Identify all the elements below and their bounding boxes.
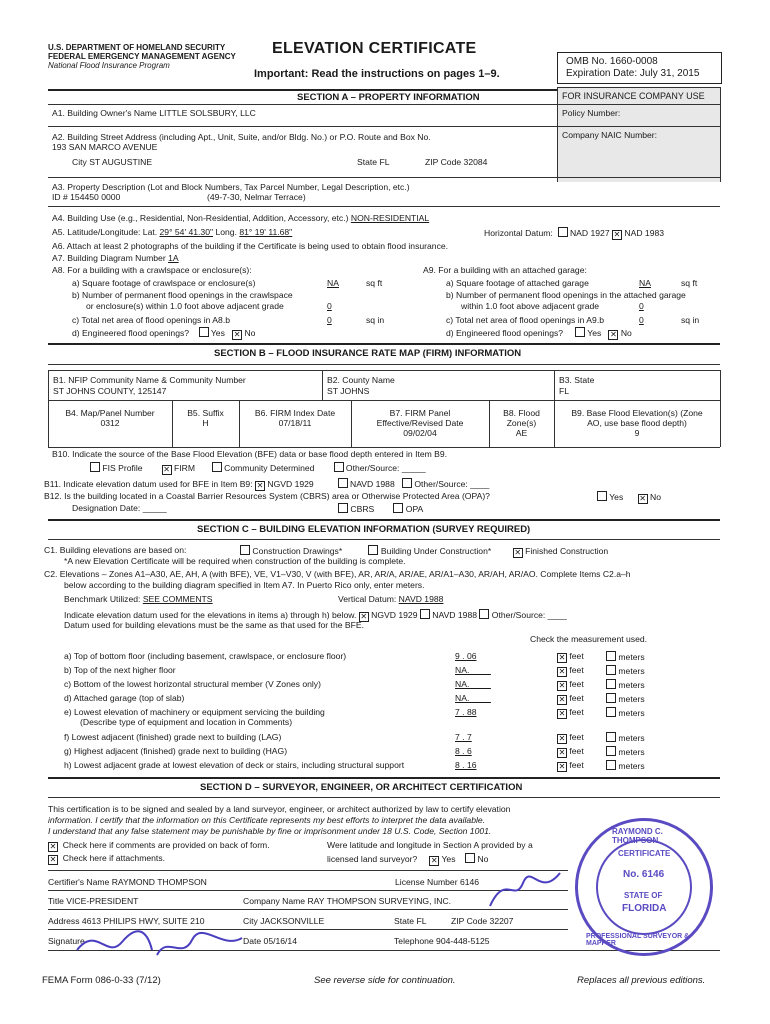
- a8d-yes-checkbox[interactable]: [199, 327, 209, 337]
- b11-label: B11. Indicate elevation datum used for BFE in Item B9:: [44, 479, 253, 489]
- ins-top: [557, 87, 720, 88]
- a2-label: A2. Building Street Address (including Apt., Unit, Suite, and/or Bldg. No.) or P.O. Route and Box No.: [52, 132, 431, 142]
- sectionC-title: SECTION C – BUILDING ELEVATION INFORMATION (SURVEY REQUIRED): [197, 524, 531, 535]
- a7-value: 1A: [168, 253, 179, 263]
- nad1983-checkbox[interactable]: ✕: [613, 230, 621, 239]
- community-checkbox[interactable]: [212, 462, 222, 472]
- elevation-row-value: NA. ____: [455, 693, 491, 703]
- b6-label: B6. FIRM Index Date: [254, 408, 336, 418]
- a4-value: NON-RESIDENTIAL: [350, 213, 430, 223]
- sectionC-top-rule: [48, 519, 720, 521]
- a9c-value: 0: [639, 315, 644, 325]
- b12-options: [597, 491, 661, 504]
- meters-option: [606, 707, 645, 718]
- certifier-phone: Telephone 904-448-5125: [394, 936, 490, 946]
- important-note: Important: Read the instructions on pages 1–9.: [254, 68, 500, 80]
- agency-block: [48, 43, 236, 70]
- vertical-datum-value: NAVD 1988: [398, 594, 444, 604]
- feet-label: feet: [569, 746, 584, 756]
- b4-cell: [48, 408, 172, 428]
- c-ngvd-checkbox[interactable]: ✕: [360, 612, 368, 621]
- seal-number: No. 6146: [623, 869, 665, 880]
- b9-cell: [554, 408, 720, 438]
- b12-label: B12. Is the building located in a Coastal Barrier Resources System (CBRS) area or Otherwise Protected Area (OPA)?: [44, 491, 490, 501]
- feet-checkbox[interactable]: ✕: [558, 734, 566, 743]
- a8d-row: [72, 327, 255, 340]
- meters-checkbox[interactable]: [606, 665, 616, 675]
- meters-checkbox[interactable]: [606, 746, 616, 756]
- elevation-row-label: c) Bottom of the lowest horizontal structural member (V Zones only): [64, 679, 321, 689]
- a5-latlong: [52, 227, 292, 237]
- feet-option: [557, 679, 584, 691]
- surveyor-question2: licensed land surveyor?: [327, 854, 418, 864]
- b7-label2: Effective/Revised Date: [376, 418, 464, 428]
- certifier-name: Certifier's Name RAYMOND THOMPSON: [48, 877, 207, 887]
- feet-label: feet: [569, 665, 584, 675]
- ins-left: [557, 87, 558, 182]
- signature-graphic: [72, 920, 252, 966]
- rule: [48, 104, 557, 105]
- comments-label: Check here if comments are provided on back of form.: [62, 840, 270, 850]
- feet-option: [557, 760, 584, 772]
- meters-option: [606, 651, 645, 662]
- feet-label: feet: [569, 732, 584, 742]
- under-construction-checkbox[interactable]: [368, 545, 378, 555]
- a5-label: A5. Latitude/Longitude: Lat.: [52, 227, 158, 237]
- firm-label: FIRM: [174, 463, 196, 473]
- b12-yes-label: Yes: [609, 492, 624, 502]
- a3-id: ID # 154450 0000: [52, 192, 121, 202]
- c2-label1: C2. Elevations – Zones A1–A30, AE, AH, A (with BFE), VE, V1–V30, V (with BFE), AR, AR/A, AR/AE, AR/A1–A30, AR/AH, AR/AO. Complete Items C2.a–h: [44, 569, 631, 579]
- fis-checkbox[interactable]: [90, 462, 100, 472]
- meters-label: meters: [618, 680, 645, 690]
- sectionA-top-rule: [48, 89, 557, 91]
- initials-graphic: [485, 868, 565, 912]
- a9a-unit: sq ft: [681, 278, 698, 288]
- attachments-label: Check here if attachments.: [62, 853, 165, 863]
- meters-label: meters: [618, 652, 645, 662]
- meters-checkbox[interactable]: [606, 679, 616, 689]
- other-source-checkbox[interactable]: [334, 462, 344, 472]
- rule: [48, 539, 720, 540]
- vertical-datum-label: Vertical Datum:: [338, 594, 397, 604]
- meters-label: meters: [618, 708, 645, 718]
- feet-label: feet: [569, 651, 584, 661]
- a5-lat: 29° 54' 41.30": [159, 227, 214, 237]
- elevation-row-value: 8 . 16: [455, 760, 477, 770]
- naic-number-field[interactable]: Company NAIC Number:: [562, 130, 658, 140]
- a9-label: A9. For a building with an attached garage:: [423, 265, 587, 275]
- seal-bottom: PROFESSIONAL SURVEYOR & MAPPER: [586, 933, 690, 947]
- meters-option: [606, 665, 645, 676]
- table-top: [48, 370, 720, 371]
- certifier-zip: ZIP Code 32207: [451, 916, 514, 926]
- b9-value: 9: [634, 428, 640, 438]
- nad1983-label: NAD 1983: [624, 228, 665, 238]
- opa-label: OPA: [405, 504, 424, 514]
- b1-label: B1. NFIP Community Name & Community Number: [53, 375, 246, 385]
- meters-label: meters: [618, 733, 645, 743]
- certifier-title: Title VICE-PRESIDENT: [48, 896, 139, 906]
- a9d-label: d) Engineered flood openings?: [446, 328, 564, 338]
- feet-label: feet: [569, 760, 584, 770]
- b3-value: FL: [559, 386, 570, 396]
- form-number: FEMA Form 086-0-33 (7/12): [42, 975, 161, 986]
- feet-option: [557, 707, 584, 719]
- b2-label: B2. County Name: [327, 375, 395, 385]
- c-navd-label: NAVD 1988: [432, 610, 478, 620]
- surveyor-yes-checkbox[interactable]: ✕: [430, 856, 438, 865]
- fis-label: FIS Profile: [102, 463, 143, 473]
- replaces-note: Replaces all previous editions.: [577, 975, 706, 986]
- rule: [48, 400, 720, 401]
- a8c-value: 0: [327, 315, 332, 325]
- meters-option: [606, 760, 645, 771]
- agency-dhs: U.S. DEPARTMENT OF HOMELAND SECURITY: [48, 43, 226, 52]
- elevation-row-value: 8 . 6: [455, 746, 472, 756]
- company-name: Company Name RAY THOMPSON SURVEYING, INC.: [243, 896, 452, 906]
- b6-cell: [239, 408, 351, 428]
- rule: [48, 177, 720, 178]
- cert-p3: I understand that any false statement may be punishable by fine or imprisonment under 18 U.S. Code, Section 1001.: [48, 826, 492, 836]
- feet-option: [557, 732, 584, 744]
- c-navd-checkbox[interactable]: [420, 609, 430, 619]
- a8a-label: a) Square footage of crawlspace or enclosure(s): [72, 278, 256, 288]
- a9c-label: c) Total net area of flood openings in A9.b: [446, 315, 604, 325]
- policy-number-field[interactable]: Policy Number:: [562, 108, 621, 118]
- omb-number: OMB No. 1660-0008: [566, 56, 658, 67]
- comments-row: [48, 840, 270, 852]
- a9d-yes-checkbox[interactable]: [575, 327, 585, 337]
- meters-option: [606, 732, 645, 743]
- meters-checkbox[interactable]: [606, 732, 616, 742]
- table-col: [322, 370, 323, 400]
- b1-value: ST JOHNS COUNTY, 125147: [53, 386, 167, 396]
- a9d-no-checkbox[interactable]: ✕: [610, 330, 617, 339]
- meters-label: meters: [618, 694, 645, 704]
- b6-value: 07/18/11: [278, 418, 312, 428]
- a9b-label1: b) Number of permanent flood openings in the attached garage: [446, 290, 686, 300]
- a9b-label2: within 1.0 foot above adjacent grade: [461, 301, 600, 311]
- nad1927-label: NAD 1927: [569, 228, 610, 238]
- a9d-row: [446, 327, 632, 340]
- b10-label: B10. Indicate the source of the Base Flood Elevation (BFE) data or base flood depth entered in Item B9.: [52, 449, 448, 459]
- sectionB-top-rule: [48, 343, 720, 345]
- elevation-row-label: f) Lowest adjacent (finished) grade next to building (LAG): [64, 732, 282, 742]
- meters-option: [606, 693, 645, 704]
- a8d-no-checkbox[interactable]: ✕: [233, 330, 241, 339]
- a6-photos: A6. Attach at least 2 photographs of the building if the Certificate is being used to obtain flood insurance.: [52, 241, 449, 251]
- seal-top: RAYMOND C. THOMPSON: [612, 827, 663, 845]
- page-title: ELEVATION CERTIFICATE: [272, 40, 477, 57]
- a8d-yes-label: Yes: [210, 328, 225, 338]
- finished-construction-label: Finished Construction: [525, 546, 609, 556]
- feet-checkbox[interactable]: ✕: [558, 653, 566, 662]
- surveyor-yes-label: Yes: [441, 854, 456, 864]
- b7-value: 09/02/04: [403, 428, 437, 438]
- b5-value: H: [202, 418, 209, 428]
- feet-checkbox[interactable]: ✕: [558, 709, 566, 718]
- elevation-row-label: g) Highest adjacent (finished) grade next to building (HAG): [64, 746, 288, 756]
- b11-other-checkbox[interactable]: [402, 478, 412, 488]
- b12-cbrs-opa: [338, 503, 423, 514]
- a8-label: A8. For a building with a crawlspace or enclosure(s):: [52, 265, 252, 275]
- rule: [48, 364, 720, 365]
- certifier-state: State FL: [394, 916, 427, 926]
- c-ngvd-label: NGVD 1929: [371, 610, 418, 620]
- c2-label2: below according to the building diagram specified in Item A7. In Puerto Rico only, enter meters.: [64, 580, 425, 590]
- b2-value: ST JOHNS: [327, 386, 370, 396]
- a8a-value: NA: [327, 278, 339, 288]
- b8-cell: [489, 408, 554, 438]
- feet-label: feet: [569, 693, 584, 703]
- certifier-address: Address 4613 PHILIPS HWY, SUITE 210: [48, 916, 205, 926]
- meters-option: [606, 679, 645, 690]
- b8-value: AE: [515, 428, 528, 438]
- elevation-row-value: 9 . 06: [455, 651, 477, 661]
- cbrs-label: CBRS: [350, 504, 375, 514]
- certifier-city: City JACKSONVILLE: [243, 916, 325, 926]
- a8a-unit: sq ft: [366, 278, 383, 288]
- a5-long: 81° 19' 11.68": [239, 227, 293, 237]
- table-right: [720, 370, 721, 447]
- elevation-row-label: d) Attached garage (top of slab): [64, 693, 185, 703]
- a3-label: A3. Property Description (Lot and Block Numbers, Tax Parcel Number, Legal Description, etc.): [52, 182, 410, 192]
- a9a-label: a) Square footage of attached garage: [446, 278, 589, 288]
- a8b-label2: or enclosure(s) within 1.0 foot above adjacent grade: [86, 301, 284, 311]
- license-number: License Number 6146: [395, 877, 480, 887]
- b8-label1: B8. Flood: [503, 408, 540, 418]
- expiration-date: Expiration Date: July 31, 2015: [566, 68, 700, 79]
- feet-checkbox[interactable]: ✕: [558, 681, 566, 690]
- c1-label: C1. Building elevations are based on:: [44, 545, 187, 555]
- a4-building-use: [52, 213, 429, 223]
- c1-note: *A new Elevation Certificate will be required when construction of the building is complete.: [64, 556, 406, 566]
- a8b-label1: b) Number of permanent flood openings in the crawlspace: [72, 290, 293, 300]
- meters-label: meters: [618, 666, 645, 676]
- feet-checkbox[interactable]: ✕: [558, 667, 566, 676]
- a8b-value: 0: [327, 301, 332, 311]
- ins-right: [720, 87, 721, 182]
- a3-desc: (49-7-30, Nelmar Terrace): [207, 192, 306, 202]
- opa-checkbox[interactable]: [393, 503, 403, 513]
- a8d-no-label: No: [244, 328, 256, 338]
- meters-label: meters: [618, 761, 645, 771]
- vertical-datum-row: [338, 594, 443, 604]
- elevation-row-label: e) Lowest elevation of machinery or equipment servicing the building: [64, 707, 325, 717]
- ins-line2: [557, 126, 720, 127]
- attachments-row: [48, 853, 165, 865]
- b3-label: B3. State: [559, 375, 595, 385]
- rule: [48, 126, 557, 127]
- a4-label: A4. Building Use (e.g., Residential, Non-Residential, Addition, Accessory, etc.): [52, 213, 349, 223]
- agency-nfip: National Flood Insurance Program: [48, 61, 170, 70]
- b11-other-label: Other/Source: ____: [414, 479, 490, 489]
- a9d-yes-label: Yes: [587, 328, 602, 338]
- b11-ngvd-label: NGVD 1929: [267, 479, 314, 489]
- seal-state-of: STATE OF: [624, 891, 663, 900]
- b4-value: 0312: [100, 418, 120, 428]
- construction-drawings-checkbox[interactable]: [240, 545, 250, 555]
- b12-designation: Designation Date: _____: [72, 503, 167, 513]
- reverse-side-note: See reverse side for continuation.: [314, 975, 456, 986]
- check-measurement: Check the measurement used.: [530, 634, 648, 644]
- cert-p1: This certification is to be signed and sealed by a land surveyor, engineer, or architect authorized by law to certify elevation: [48, 804, 511, 814]
- a2-state: State FL: [357, 157, 390, 167]
- attachments-checkbox[interactable]: ✕: [49, 855, 57, 864]
- b11-navd-label: NAVD 1988: [350, 479, 395, 489]
- b5-label: B5. Suffix: [187, 408, 224, 418]
- benchmark-value: SEE COMMENTS: [142, 594, 213, 604]
- elevation-row-value: 7 . 88: [455, 707, 477, 717]
- omb-box: [557, 52, 722, 84]
- rule: [48, 206, 720, 207]
- feet-option: [557, 746, 584, 758]
- datum-label: Horizontal Datum:: [484, 228, 553, 238]
- cbrs-checkbox[interactable]: [338, 503, 348, 513]
- construction-drawings-label: Construction Drawings*: [252, 546, 343, 556]
- elevation-row-value: NA. ____: [455, 679, 491, 689]
- a2-zip: ZIP Code 32084: [425, 157, 488, 167]
- meters-label: meters: [618, 747, 645, 757]
- meters-checkbox[interactable]: [606, 651, 616, 661]
- a2-address: 193 SAN MARCO AVENUE: [52, 142, 158, 152]
- a5-long-label: Long.: [215, 227, 237, 237]
- feet-option: [557, 651, 584, 663]
- meters-checkbox[interactable]: [606, 707, 616, 717]
- meters-checkbox[interactable]: [606, 693, 616, 703]
- meters-checkbox[interactable]: [606, 760, 616, 770]
- benchmark-row: [64, 594, 213, 604]
- a1-owner: A1. Building Owner's Name LITTLE SOLSBURY, LLC: [52, 108, 256, 118]
- community-label: Community Determined: [224, 463, 315, 473]
- indicate-label: Indicate elevation datum used for the elevations in items a) through h) below.: [64, 610, 357, 620]
- cert-p2: information. I certify that the information on this Certificate represents my best efforts to interpret the data available.: [48, 815, 486, 825]
- feet-checkbox[interactable]: ✕: [558, 695, 566, 704]
- finished-construction-checkbox[interactable]: ✕: [514, 548, 522, 557]
- a9a-value: NA: [639, 278, 651, 288]
- seal-florida: FLORIDA: [622, 903, 667, 914]
- b5-cell: [172, 408, 239, 428]
- a7-label: A7. Building Diagram Number: [52, 253, 166, 263]
- elevation-row-value: NA. ____: [455, 665, 491, 675]
- b4-label: B4. Map/Panel Number: [65, 408, 155, 418]
- under-construction-label: Building Under Construction*: [380, 546, 492, 556]
- surveyor-no-checkbox[interactable]: [465, 853, 475, 863]
- table-col: [554, 370, 555, 400]
- a8c-label: c) Total net area of flood openings in A8.b: [72, 315, 230, 325]
- rule: [48, 797, 720, 798]
- b12-no-label: No: [649, 492, 661, 502]
- a9b-value: 0: [639, 301, 644, 311]
- elevation-row-label: a) Top of bottom floor (including basement, crawlspace, or enclosure floor): [64, 651, 347, 661]
- other-source-label: Other/Source: _____: [345, 463, 426, 473]
- firm-checkbox[interactable]: ✕: [163, 465, 170, 474]
- benchmark-label: Benchmark Utilized:: [64, 594, 141, 604]
- b7-cell: [351, 408, 489, 438]
- surveyor-no-label: No: [477, 854, 489, 864]
- meters-option: [606, 746, 645, 757]
- nad1927-checkbox[interactable]: [558, 227, 568, 237]
- feet-option: [557, 693, 584, 705]
- a9d-no-label: No: [620, 328, 632, 338]
- ins-header: FOR INSURANCE COMPANY USE: [562, 91, 705, 101]
- signature-date: Date 05/16/14: [243, 936, 297, 946]
- a9c-unit: sq in: [681, 315, 700, 325]
- a8d-label: d) Engineered flood openings?: [72, 328, 190, 338]
- c-other-label: Other/Source: ____: [491, 610, 567, 620]
- ins-line1: [557, 104, 720, 105]
- c-other-checkbox[interactable]: [479, 609, 489, 619]
- rule: [48, 447, 720, 448]
- a8c-unit: sq in: [366, 315, 385, 325]
- sectionD-title: SECTION D – SURVEYOR, ENGINEER, OR ARCHITECT CERTIFICATION: [200, 782, 523, 793]
- feet-option: [557, 665, 584, 677]
- sectionD-top-rule: [48, 777, 720, 779]
- b9-label1: B9. Base Flood Elevation(s) (Zone: [571, 408, 703, 418]
- e-note: (Describe type of equipment and location in Comments): [80, 717, 293, 727]
- agency-fema: FEDERAL EMERGENCY MANAGEMENT AGENCY: [48, 52, 236, 61]
- b10-options: [90, 462, 426, 475]
- b11-ngvd-checkbox[interactable]: ✕: [256, 481, 264, 490]
- surveyor-question1: Were latitude and longitude in Section A provided by a: [327, 840, 533, 850]
- horizontal-datum: [484, 227, 664, 240]
- a2-city: City ST AUGUSTINE: [72, 157, 153, 167]
- b8-label2: Zone(s): [506, 418, 537, 428]
- feet-checkbox[interactable]: ✕: [558, 762, 566, 771]
- elevation-row-value: 7 . 7: [455, 732, 472, 742]
- b12-no-checkbox[interactable]: ✕: [639, 494, 646, 503]
- surveyor-seal: [575, 818, 713, 956]
- b11-row: [44, 478, 489, 491]
- comments-checkbox[interactable]: ✕: [49, 842, 57, 851]
- b12-yes-checkbox[interactable]: [597, 491, 607, 501]
- sectionB-title: SECTION B – FLOOD INSURANCE RATE MAP (FIRM) INFORMATION: [214, 348, 522, 359]
- datum-note: Datum used for building elevations must be the same as that used for the BFE.: [64, 620, 364, 630]
- elevation-row-label: b) Top of the next higher floor: [64, 665, 176, 675]
- feet-checkbox[interactable]: ✕: [558, 748, 566, 757]
- surveyor-question-row: [327, 853, 488, 866]
- b9-label2: AO, use base flood depth): [587, 418, 687, 428]
- feet-label: feet: [569, 679, 584, 689]
- sectionA-title: SECTION A – PROPERTY INFORMATION: [297, 92, 480, 103]
- elevation-row-label: h) Lowest adjacent grade at lowest elevation of deck or stairs, including structural support: [64, 760, 405, 770]
- b7-label1: B7. FIRM Panel: [389, 408, 451, 418]
- feet-label: feet: [569, 707, 584, 717]
- b11-navd-checkbox[interactable]: [338, 478, 348, 488]
- a7-diagram: [52, 253, 179, 263]
- seal-certificate: CERTIFICATE: [618, 849, 671, 858]
- signature-label: Signature: [48, 936, 85, 946]
